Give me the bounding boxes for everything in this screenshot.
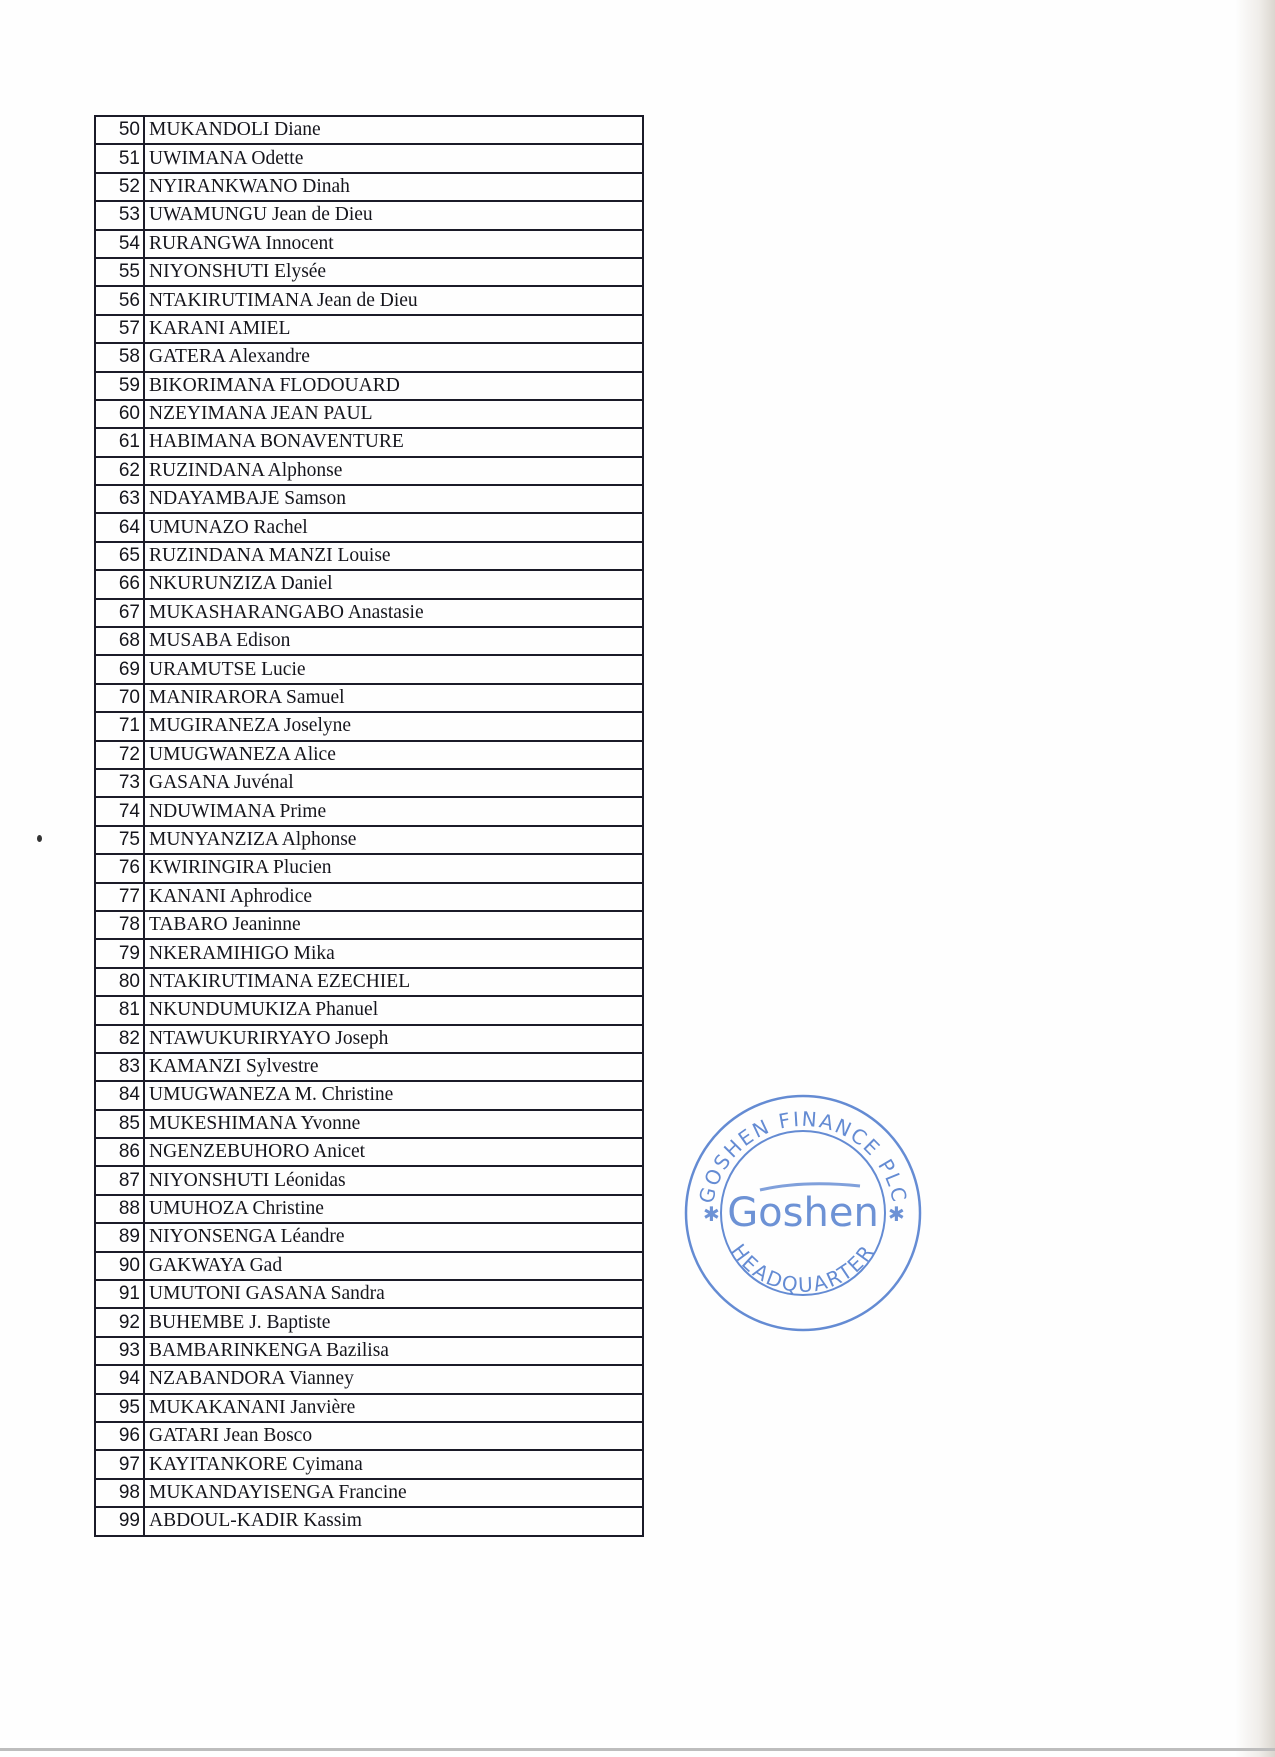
member-name: KAYITANKORE Cyimana: [144, 1450, 643, 1478]
row-number: 76: [95, 854, 144, 882]
table-row: [95, 1252, 643, 1280]
row-number: 97: [95, 1450, 144, 1478]
member-name: GASANA Juvénal: [144, 769, 643, 797]
member-name: NZEYIMANA JEAN PAUL: [144, 400, 643, 428]
row-number: 81: [95, 996, 144, 1024]
member-name: MUNYANZIZA Alphonse: [144, 826, 643, 854]
row-number: 85: [95, 1110, 144, 1138]
table-row: [95, 428, 643, 456]
row-number: 55: [95, 258, 144, 286]
member-name: UMUHOZA Christine: [144, 1195, 643, 1223]
table-row: [95, 513, 643, 541]
table-row: [95, 627, 643, 655]
row-number: 84: [95, 1081, 144, 1109]
stamp-bottom-text: HEADQUARTER: [726, 1239, 880, 1298]
stamp-star-right-icon: ✱: [888, 1202, 905, 1226]
row-number: 77: [95, 883, 144, 911]
row-number: 54: [95, 230, 144, 258]
member-name: GATARI Jean Bosco: [144, 1422, 643, 1450]
member-name: KANANI Aphrodice: [144, 883, 643, 911]
row-number: 64: [95, 513, 144, 541]
member-name: BIKORIMANA FLODOUARD: [144, 372, 643, 400]
row-number: 71: [95, 712, 144, 740]
row-number: 51: [95, 144, 144, 172]
member-name: HABIMANA BONAVENTURE: [144, 428, 643, 456]
member-name: MUKAKANANI Janvière: [144, 1394, 643, 1422]
table-row: [95, 315, 643, 343]
table-row: [95, 144, 643, 172]
table-row: [95, 1479, 643, 1507]
member-name: NIYONSHUTI Elysée: [144, 258, 643, 286]
member-name: RUZINDANA Alphonse: [144, 457, 643, 485]
row-number: 63: [95, 485, 144, 513]
row-number: 87: [95, 1166, 144, 1194]
member-name: GATERA Alexandre: [144, 343, 643, 371]
row-number: 83: [95, 1053, 144, 1081]
row-number: 68: [95, 627, 144, 655]
table-row: [95, 599, 643, 627]
row-number: 60: [95, 400, 144, 428]
row-number: 50: [95, 116, 144, 144]
member-name: KAMANZI Sylvestre: [144, 1053, 643, 1081]
member-name: BAMBARINKENGA Bazilisa: [144, 1337, 643, 1365]
row-number: 62: [95, 457, 144, 485]
row-number: 78: [95, 911, 144, 939]
row-number: 61: [95, 428, 144, 456]
table-row: [95, 1394, 643, 1422]
table-row: [95, 201, 643, 229]
table-row: [95, 116, 643, 144]
member-name: NTAWUKURIRYAYO Joseph: [144, 1025, 643, 1053]
row-number: 80: [95, 968, 144, 996]
row-number: 67: [95, 599, 144, 627]
member-name: ABDOUL-KADIR Kassim: [144, 1507, 643, 1535]
row-number: 52: [95, 173, 144, 201]
table-row: [95, 1223, 643, 1251]
row-number: 96: [95, 1422, 144, 1450]
table-row: [95, 343, 643, 371]
member-name: NDUWIMANA Prime: [144, 797, 643, 825]
member-name: BUHEMBE J. Baptiste: [144, 1308, 643, 1336]
row-number: 65: [95, 542, 144, 570]
row-number: 95: [95, 1394, 144, 1422]
table-row: [95, 570, 643, 598]
paper-edge-shadow: [1235, 0, 1275, 1757]
table-row: [95, 1110, 643, 1138]
stamp-logo-text: Goshen: [727, 1190, 879, 1236]
table-row: [95, 230, 643, 258]
member-name: UMUGWANEZA Alice: [144, 741, 643, 769]
row-number: 94: [95, 1365, 144, 1393]
table-row: [95, 1365, 643, 1393]
member-name: TABARO Jeaninne: [144, 911, 643, 939]
row-number: 69: [95, 655, 144, 683]
member-name: NKUNDUMUKIZA Phanuel: [144, 996, 643, 1024]
member-name: NKURUNZIZA Daniel: [144, 570, 643, 598]
member-name: MUSABA Edison: [144, 627, 643, 655]
row-number: 99: [95, 1507, 144, 1535]
row-number: 79: [95, 939, 144, 967]
member-name: KWIRINGIRA Plucien: [144, 854, 643, 882]
member-name: UWIMANA Odette: [144, 144, 643, 172]
table-row: [95, 542, 643, 570]
table-row: [95, 1025, 643, 1053]
table-row: [95, 400, 643, 428]
table-row: [95, 173, 643, 201]
table-row: [95, 258, 643, 286]
member-name: KARANI AMIEL: [144, 315, 643, 343]
member-list-body: [95, 116, 643, 1536]
row-number: 74: [95, 797, 144, 825]
member-name: NKERAMIHIGO Mika: [144, 939, 643, 967]
table-row: [95, 741, 643, 769]
row-number: 86: [95, 1138, 144, 1166]
company-stamp: [682, 1092, 924, 1334]
table-row: [95, 1308, 643, 1336]
member-name: RUZINDANA MANZI Louise: [144, 542, 643, 570]
table-row: [95, 797, 643, 825]
member-name: NDAYAMBAJE Samson: [144, 485, 643, 513]
member-name: NGENZEBUHORO Anicet: [144, 1138, 643, 1166]
member-name: NYIRANKWANO Dinah: [144, 173, 643, 201]
row-number: 88: [95, 1195, 144, 1223]
table-row: [95, 1507, 643, 1535]
table-row: [95, 1422, 643, 1450]
table-row: [95, 1450, 643, 1478]
row-number: 72: [95, 741, 144, 769]
row-number: 57: [95, 315, 144, 343]
stamp-top-text: GOSHEN FINANCE PLC: [693, 1106, 912, 1206]
row-number: 75: [95, 826, 144, 854]
table-row: [95, 939, 643, 967]
table-row: [95, 1138, 643, 1166]
member-name: UMUTONI GASANA Sandra: [144, 1280, 643, 1308]
row-number: 90: [95, 1252, 144, 1280]
member-name: URAMUTSE Lucie: [144, 655, 643, 683]
row-number: 92: [95, 1308, 144, 1336]
table-row: [95, 372, 643, 400]
table-row: [95, 911, 643, 939]
table-row: [95, 883, 643, 911]
member-name: MUKASHARANGABO Anastasie: [144, 599, 643, 627]
member-name: MUGIRANEZA Joselyne: [144, 712, 643, 740]
member-name: MUKESHIMANA Yvonne: [144, 1110, 643, 1138]
table-row: [95, 1280, 643, 1308]
row-number: 93: [95, 1337, 144, 1365]
table-row: [95, 684, 643, 712]
member-name: GAKWAYA Gad: [144, 1252, 643, 1280]
member-name: NIYONSHUTI Léonidas: [144, 1166, 643, 1194]
member-name: MUKANDAYISENGA Francine: [144, 1479, 643, 1507]
table-row: [95, 286, 643, 314]
row-number: 89: [95, 1223, 144, 1251]
table-row: [95, 996, 643, 1024]
member-name: UMUNAZO Rachel: [144, 513, 643, 541]
table-row: [95, 1081, 643, 1109]
bottom-edge-line: [0, 1748, 1275, 1751]
member-name: RURANGWA Innocent: [144, 230, 643, 258]
table-row: [95, 655, 643, 683]
row-number: 53: [95, 201, 144, 229]
row-number: 82: [95, 1025, 144, 1053]
row-number: 66: [95, 570, 144, 598]
ink-speck: [37, 835, 42, 842]
member-name: NIYONSENGA Léandre: [144, 1223, 643, 1251]
row-number: 98: [95, 1479, 144, 1507]
member-name: NZABANDORA Vianney: [144, 1365, 643, 1393]
table-row: [95, 854, 643, 882]
table-row: [95, 826, 643, 854]
table-row: [95, 769, 643, 797]
table-row: [95, 1337, 643, 1365]
member-list-table: [94, 115, 644, 1537]
table-row: [95, 1166, 643, 1194]
member-name: MANIRARORA Samuel: [144, 684, 643, 712]
member-name: NTAKIRUTIMANA Jean de Dieu: [144, 286, 643, 314]
row-number: 70: [95, 684, 144, 712]
table-row: [95, 712, 643, 740]
table-row: [95, 485, 643, 513]
row-number: 58: [95, 343, 144, 371]
member-name: NTAKIRUTIMANA EZECHIEL: [144, 968, 643, 996]
table-row: [95, 1195, 643, 1223]
row-number: 91: [95, 1280, 144, 1308]
member-name: MUKANDOLI Diane: [144, 116, 643, 144]
row-number: 59: [95, 372, 144, 400]
table-row: [95, 968, 643, 996]
row-number: 73: [95, 769, 144, 797]
row-number: 56: [95, 286, 144, 314]
table-row: [95, 457, 643, 485]
stamp-star-left-icon: ✱: [703, 1202, 720, 1226]
member-name: UMUGWANEZA M. Christine: [144, 1081, 643, 1109]
table-row: [95, 1053, 643, 1081]
member-name: UWAMUNGU Jean de Dieu: [144, 201, 643, 229]
